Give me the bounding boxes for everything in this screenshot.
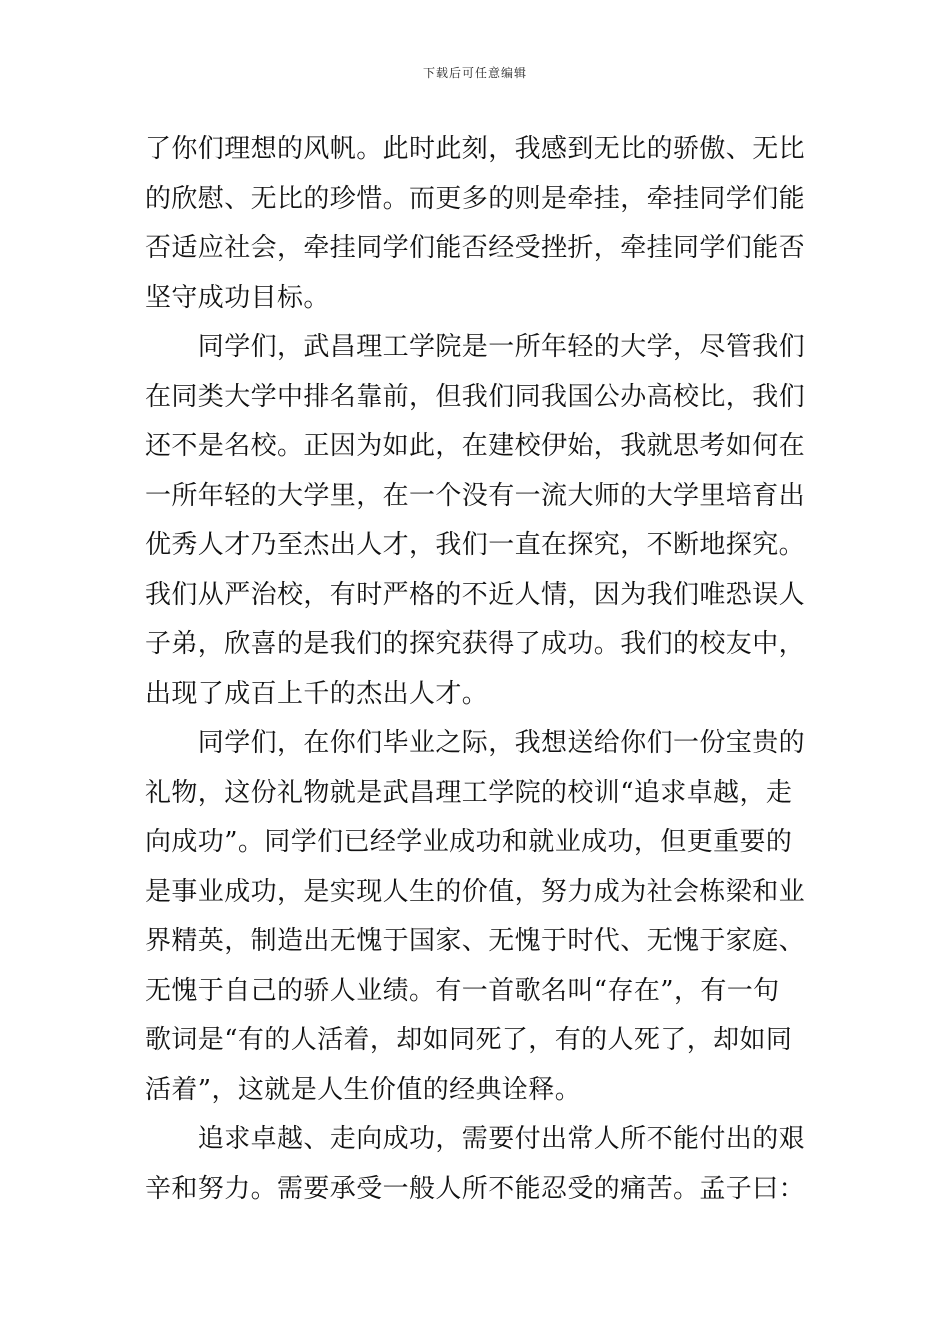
text-line: 同学们，武昌理工学院是一所年轻的大学，尽管我们 [145, 332, 806, 362]
text-line: 一所年轻的大学里，在一个没有一流大师的大学里培育出 [145, 480, 806, 511]
header-note: 下载后可任意编辑 [422, 66, 527, 80]
text-line: 在同类大学中排名靠前，但我们同我国公办高校比，我们 [145, 381, 806, 412]
text-line: 无愧于自己的骄人业绩。有一首歌名叫“存在”，有一句 [145, 975, 780, 1006]
paragraph-3 [145, 719, 810, 1115]
paragraph-4 [145, 1115, 810, 1214]
text-line: 同学们，在你们毕业之际，我想送给你们一份宝贵的 [145, 728, 806, 758]
text-line: 歌词是“有的人活着，却如同死了，有的人死了，却如同 [145, 1025, 793, 1055]
text-line: 优秀人才乃至杰出人才，我们一直在探究，不断地探究。 [145, 530, 806, 560]
text-line: 了你们理想的风帆。此时此刻，我感到无比的骄傲、无比 [145, 134, 806, 164]
paragraph-1 [145, 125, 810, 323]
text-line: 我们从严治校，有时严格的不近人情，因为我们唯恐误人 [145, 579, 806, 610]
text-line: 向成功”。同学们已经学业成功和就业成功，但更重要的 [145, 827, 793, 857]
text-line: 礼物，这份礼物就是武昌理工学院的校训“追求卓越，走 [145, 777, 793, 808]
text-line: 是事业成功，是实现人生的价值，努力成为社会栋梁和业 [145, 876, 806, 907]
text-line: 追求卓越、走向成功，需要付出常人所不能付出的艰 [145, 1124, 806, 1154]
text-line: 界精英，制造出无愧于国家、无愧于时代、无愧于家庭、 [145, 926, 806, 956]
document-body [145, 125, 810, 1214]
text-line: 出现了成百上千的杰出人才。 [145, 678, 489, 709]
paragraph-2 [145, 323, 810, 719]
text-line: 否适应社会，牵挂同学们能否经受挫折，牵挂同学们能否 [145, 233, 806, 263]
text-line: 活着”，这就是人生价值的经典诠释。 [145, 1074, 582, 1105]
text-line: 子弟，欣喜的是我们的探究获得了成功。我们的校友中， [145, 629, 806, 659]
text-line: 的欣慰、无比的珍惜。而更多的则是牵挂，牵挂同学们能 [145, 183, 806, 214]
text-line: 还不是名校。正因为如此，在建校伊始，我就思考如何在 [145, 431, 806, 461]
text-line: 辛和努力。需要承受一般人所不能忍受的痛苦。孟子曰： [145, 1173, 806, 1204]
text-line: 坚守成功目标。 [145, 282, 330, 313]
